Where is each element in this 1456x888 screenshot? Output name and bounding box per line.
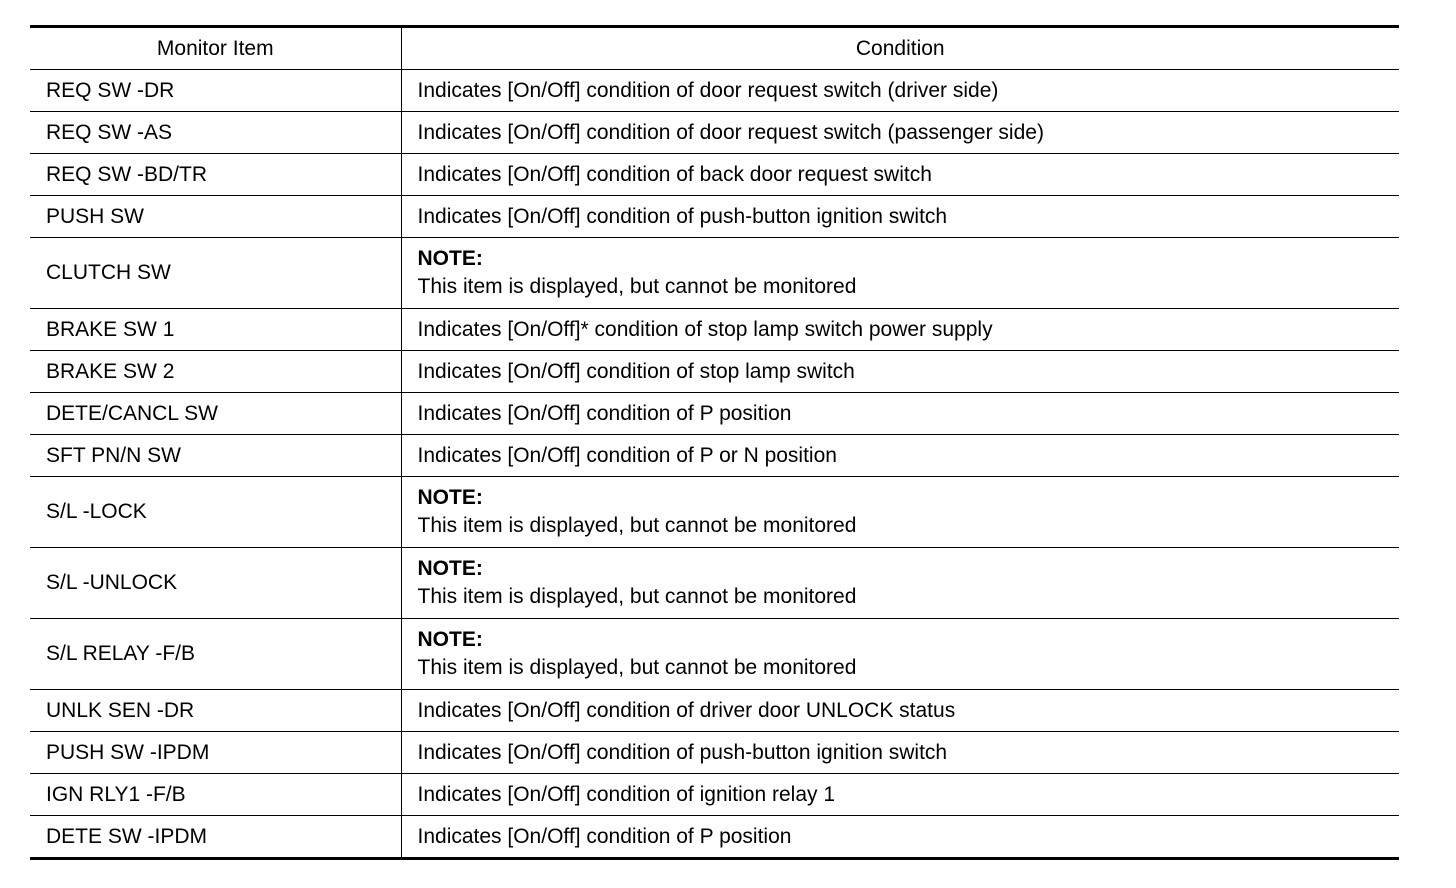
monitor-item-cell: UNLK SEN -DR [30, 690, 401, 732]
condition-cell: Indicates [On/Off]* condition of stop lamp switch power supply [401, 309, 1399, 351]
table-row [30, 619, 1399, 690]
monitor-item-cell: REQ SW -AS [30, 112, 401, 154]
table-row [30, 690, 1399, 732]
condition-cell: Indicates [On/Off] condition of door request switch (passenger side) [401, 112, 1399, 154]
condition-cell: Indicates [On/Off] condition of P or N position [401, 435, 1399, 477]
monitor-item-cell: DETE/CANCL SW [30, 393, 401, 435]
note-label: NOTE: [417, 557, 483, 580]
note-text: This item is displayed, but cannot be monitored [417, 514, 857, 537]
condition-cell: Indicates [On/Off] condition of back door request switch [401, 154, 1399, 196]
monitor-item-cell: IGN RLY1 -F/B [30, 774, 401, 816]
table-row [30, 112, 1399, 154]
monitor-item-cell: S/L -LOCK [30, 477, 401, 548]
condition-cell: Indicates [On/Off] condition of push-button ignition switch [401, 196, 1399, 238]
condition-cell: Indicates [On/Off] condition of push-button ignition switch [401, 732, 1399, 774]
table-row [30, 238, 1399, 309]
monitor-item-cell: S/L RELAY -F/B [30, 619, 401, 690]
monitor-item-cell: REQ SW -BD/TR [30, 154, 401, 196]
condition-cell: Indicates [On/Off] condition of stop lamp switch [401, 351, 1399, 393]
table-row [30, 774, 1399, 816]
condition-cell: Indicates [On/Off] condition of driver door UNLOCK status [401, 690, 1399, 732]
table-row [30, 309, 1399, 351]
table-row [30, 393, 1399, 435]
condition-cell: Indicates [On/Off] condition of P position [401, 393, 1399, 435]
monitor-item-cell: S/L -UNLOCK [30, 548, 401, 619]
monitor-item-cell: BRAKE SW 1 [30, 309, 401, 351]
note-text: This item is displayed, but cannot be monitored [417, 656, 857, 679]
note-text: This item is displayed, but cannot be monitored [417, 275, 857, 298]
monitor-item-cell: BRAKE SW 2 [30, 351, 401, 393]
note-label: NOTE: [417, 247, 483, 270]
table-row [30, 70, 1399, 112]
condition-cell: Indicates [On/Off] condition of ignition relay 1 [401, 774, 1399, 816]
monitor-item-cell: DETE SW -IPDM [30, 816, 401, 859]
condition-cell: Indicates [On/Off] condition of door request switch (driver side) [401, 70, 1399, 112]
column-header-monitor-item: Monitor Item [30, 27, 401, 70]
note-label: NOTE: [417, 486, 483, 509]
condition-cell [401, 238, 1399, 309]
monitor-item-cell: PUSH SW -IPDM [30, 732, 401, 774]
table-row [30, 435, 1399, 477]
monitor-item-table [30, 25, 1399, 860]
column-header-condition: Condition [401, 27, 1399, 70]
condition-cell [401, 619, 1399, 690]
table-row [30, 816, 1399, 859]
monitor-item-cell: SFT PN/N SW [30, 435, 401, 477]
table-row [30, 154, 1399, 196]
table-row [30, 548, 1399, 619]
table-row [30, 196, 1399, 238]
condition-cell [401, 548, 1399, 619]
table-row [30, 351, 1399, 393]
monitor-item-cell: REQ SW -DR [30, 70, 401, 112]
monitor-item-cell: CLUTCH SW [30, 238, 401, 309]
note-label: NOTE: [417, 628, 483, 651]
table-header-row [30, 27, 1399, 70]
monitor-item-cell: PUSH SW [30, 196, 401, 238]
condition-cell: Indicates [On/Off] condition of P position [417, 824, 792, 848]
table-row [30, 732, 1399, 774]
table-row [30, 477, 1399, 548]
note-text: This item is displayed, but cannot be monitored [417, 585, 857, 608]
condition-cell [401, 477, 1399, 548]
